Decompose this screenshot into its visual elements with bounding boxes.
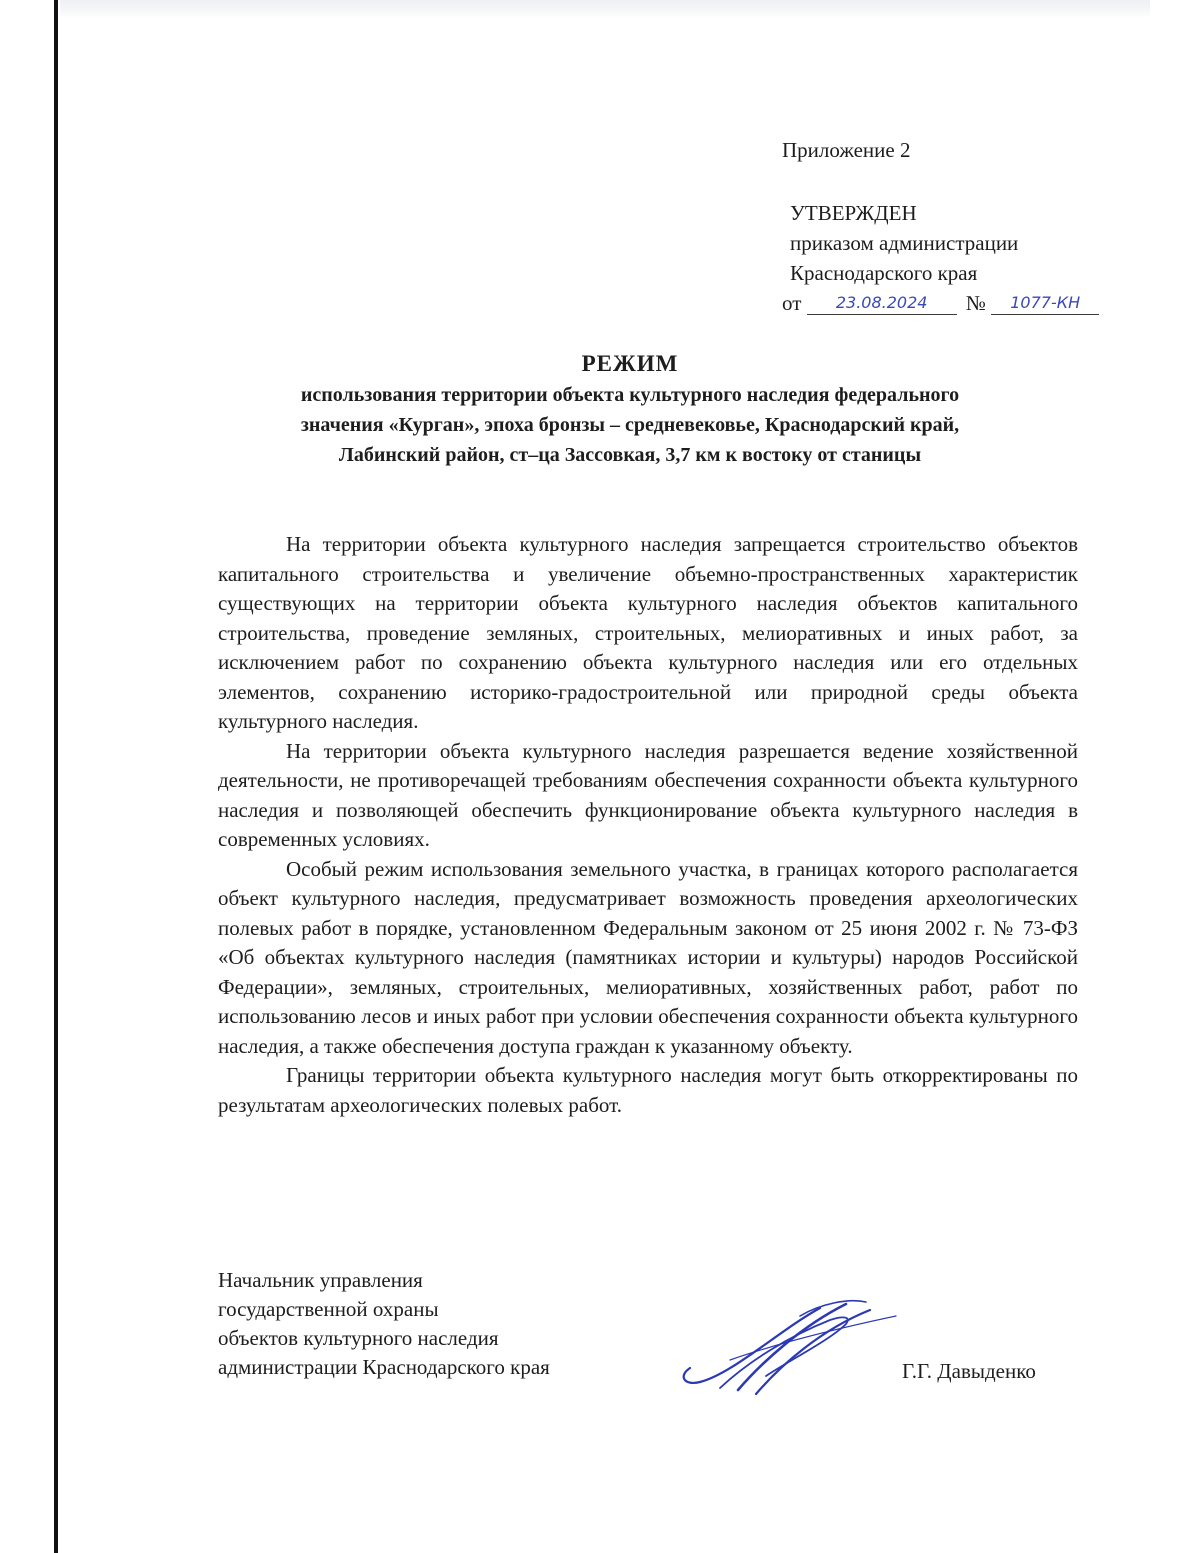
scan-artifact-top — [60, 0, 1150, 18]
position-line-3: объектов культурного наследия — [218, 1326, 499, 1350]
title-main: РЕЖИМ — [581, 351, 679, 376]
paragraph-boundaries: Границы территории объекта культурного наследия могут быть откорректированы по результатам археологических полевых работ. — [218, 1063, 1078, 1117]
document-body — [218, 530, 1078, 1120]
scan-edge-line — [54, 0, 58, 1553]
title-line-2: значения «Курган», эпоха бронзы – средневековье, Краснодарский край, — [300, 414, 960, 436]
number-prefix: № — [965, 291, 986, 315]
appendix-label — [782, 135, 910, 165]
signer-name: Г.Г. Давыденко — [902, 1359, 1036, 1383]
title-line-1: использования территории объекта культурного наследия федерального — [300, 384, 960, 406]
approval-status: УТВЕРЖДЕН — [790, 201, 917, 225]
paragraph-prohibitions: На территории объекта культурного наследия запрещается строительство объектов капитального строительства и увеличение объемно-пространственных характеристик существующих на территории объекта культурного наследия объектов капитального строительства, проведение земляных, строительных, мелиоративных и иных работ, за исключением работ по сохранению объекта культурного наследия или его отдельных элементов, сохранению историко-градостроительной или природной среды объекта культурного наследия. — [218, 532, 1078, 733]
title-line-3: Лабинский район, ст–ца Зассовкая, 3,7 км к востоку от станицы — [338, 444, 922, 466]
position-line-4: администрации Краснодарского края — [218, 1355, 550, 1379]
date-prefix: от — [782, 291, 802, 315]
handwritten-order-number: 1077-КН — [991, 292, 1099, 315]
paragraph-special-regime: Особый режим использования земельного участка, в границах которого располагается объект культурного наследия, предусматривает возможность проведения археологических полевых работ в порядке, установленном Федеральным законом от 25 июня 2002 г. № 73-ФЗ «Об объектах культурного наследия (памятниках истории и культуры) народов Российской Федерации», земляных, строительных, мелиоративных, хозяйственных работ, работ по использованию лесов и иных работ при условии обеспечения сохранности объекта культурного наследия, а также обеспечения доступа граждан к указанному объекту. — [218, 856, 1078, 1058]
handwritten-signature — [670, 1290, 900, 1400]
approval-by-line2: Краснодарского края — [790, 261, 978, 285]
position-line-2: государственной охраны — [218, 1297, 439, 1321]
approval-date-line — [782, 288, 1099, 318]
approval-by-line1: приказом администрации — [790, 231, 1019, 255]
position-line-1: Начальник управления — [218, 1268, 423, 1292]
approval-block — [782, 198, 1099, 318]
handwritten-date: 23.08.2024 — [807, 292, 957, 315]
appendix-text: Приложение 2 — [782, 138, 911, 162]
paragraph-permissions: На территории объекта культурного наследия разрешается ведение хозяйственной деятельности, не противоречащей требованиям обеспечения сохранности объекта культурного наследия и позволяющей обеспечить функционирование объекта культурного наследия в современных условиях. — [218, 738, 1078, 851]
signatory-position — [218, 1266, 550, 1382]
document-title — [190, 348, 1070, 470]
